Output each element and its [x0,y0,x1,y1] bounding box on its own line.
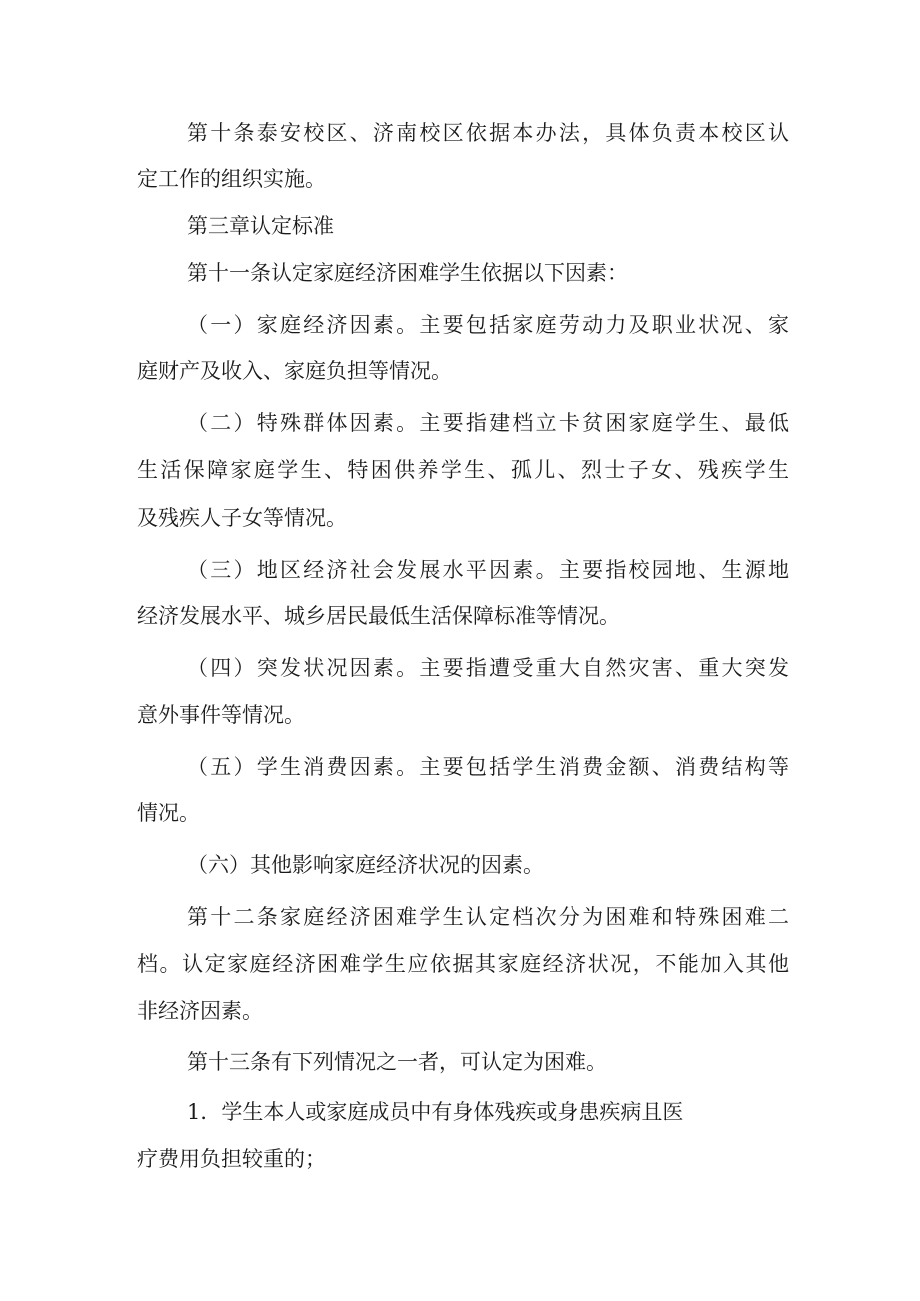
chapter-heading: 第三章认定标准 [187,214,334,238]
paragraph-line: 第十条泰安校区、济南校区依据本办法，具体负责本校区认 [187,121,789,145]
paragraph-line: （四）突发状况因素。主要指遭受重大自然灾害、重大突发 [187,656,789,680]
list-item-line: 1．学生本人或家庭成员中有身体残疾或身患疾病且医 [187,1100,684,1124]
paragraph-line: 经济发展水平、城乡居民最低生活保障标准等情况。 [137,604,620,628]
paragraph-line: 生活保障家庭学生、特困供养学生、孤儿、烈士子女、残疾学生 [137,458,789,482]
paragraph-line: 第十一条认定家庭经济困难学生依据以下因素： [187,261,628,285]
list-item-line: 疗费用负担较重的； [137,1147,326,1171]
paragraph-line: （三）地区经济社会发展水平因素。主要指校园地、生源地 [187,558,789,582]
paragraph-line: （一）家庭经济因素。主要包括家庭劳动力及职业状况、家 [187,313,789,337]
paragraph-line: 第十二条家庭经济困难学生认定档次分为困难和特殊困难二 [187,905,789,929]
paragraph-line: 及残疾人子女等情况。 [137,506,347,530]
paragraph-line: （二）特殊群体因素。主要指建档立卡贫困家庭学生、最低 [187,411,789,435]
paragraph-line: 第十三条有下列情况之一者，可认定为困难。 [187,1050,607,1074]
paragraph-line: （六）其他影响家庭经济状况的因素。 [187,853,544,877]
paragraph-line: 非经济因素。 [137,999,263,1023]
paragraph-line: 档。认定家庭经济困难学生应依据其家庭经济状况，不能加入其他 [137,952,789,976]
paragraph-line: 定工作的组织实施。 [137,167,326,191]
paragraph-line: 情况。 [137,801,200,825]
paragraph-line: 庭财产及收入、家庭负担等情况。 [137,359,452,383]
paragraph-line: （五）学生消费因素。主要包括学生消费金额、消费结构等 [187,755,789,779]
paragraph-line: 意外事件等情况。 [137,703,305,727]
